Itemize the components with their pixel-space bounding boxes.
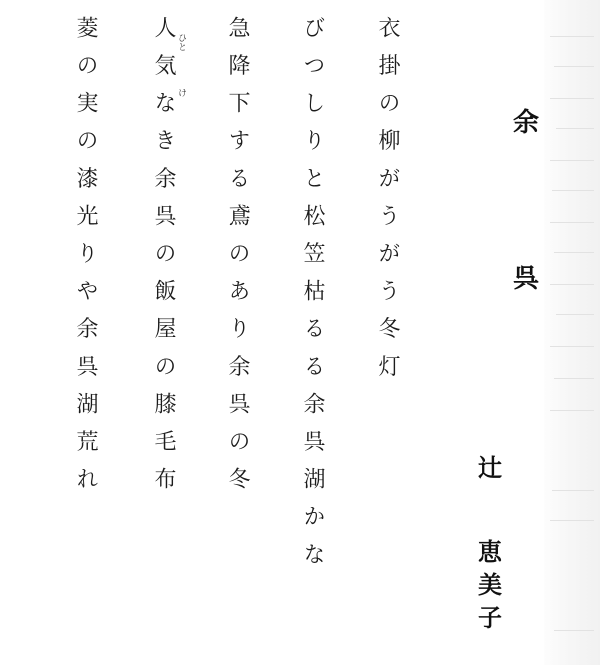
furigana-hito: ひと: [176, 33, 186, 51]
author-char: 辻: [478, 453, 502, 482]
ghost-rule: [550, 520, 594, 521]
ghost-rule: [554, 252, 594, 253]
haiku-line-4: 人気なき余呉の飯屋の膝毛布: [151, 16, 176, 505]
ghost-rule: [556, 314, 594, 315]
haiku-line-1: 衣掛の柳がうがう冬灯: [375, 16, 400, 392]
ghost-rule: [550, 222, 594, 223]
ghost-rule: [550, 160, 594, 161]
ghost-rule: [552, 190, 594, 191]
author-char: 子: [478, 603, 502, 632]
ghost-rule: [554, 378, 594, 379]
haiku-line-2: びつしりと松笠枯るる余呉湖かな: [300, 16, 325, 580]
ghost-rule: [550, 410, 594, 411]
ghost-rule: [550, 98, 594, 99]
title-char: 余: [512, 108, 539, 138]
reverse-page-bleed: [544, 0, 600, 665]
haiku-line-5: 菱の実の漆光りや余呉湖荒れ: [73, 16, 98, 505]
author-char: 美: [478, 570, 502, 599]
ghost-rule: [550, 346, 594, 347]
ghost-rule: [550, 284, 594, 285]
furigana-ke: け: [176, 88, 186, 97]
ghost-rule: [554, 630, 594, 631]
title-char: 呉: [512, 264, 539, 294]
haiku-line-3: 急降下する鳶のあり余呉の冬: [225, 16, 250, 505]
author-char: 恵: [478, 537, 502, 566]
ghost-rule: [554, 66, 594, 67]
ghost-rule: [550, 36, 594, 37]
ghost-rule: [556, 128, 594, 129]
ghost-rule: [552, 490, 594, 491]
